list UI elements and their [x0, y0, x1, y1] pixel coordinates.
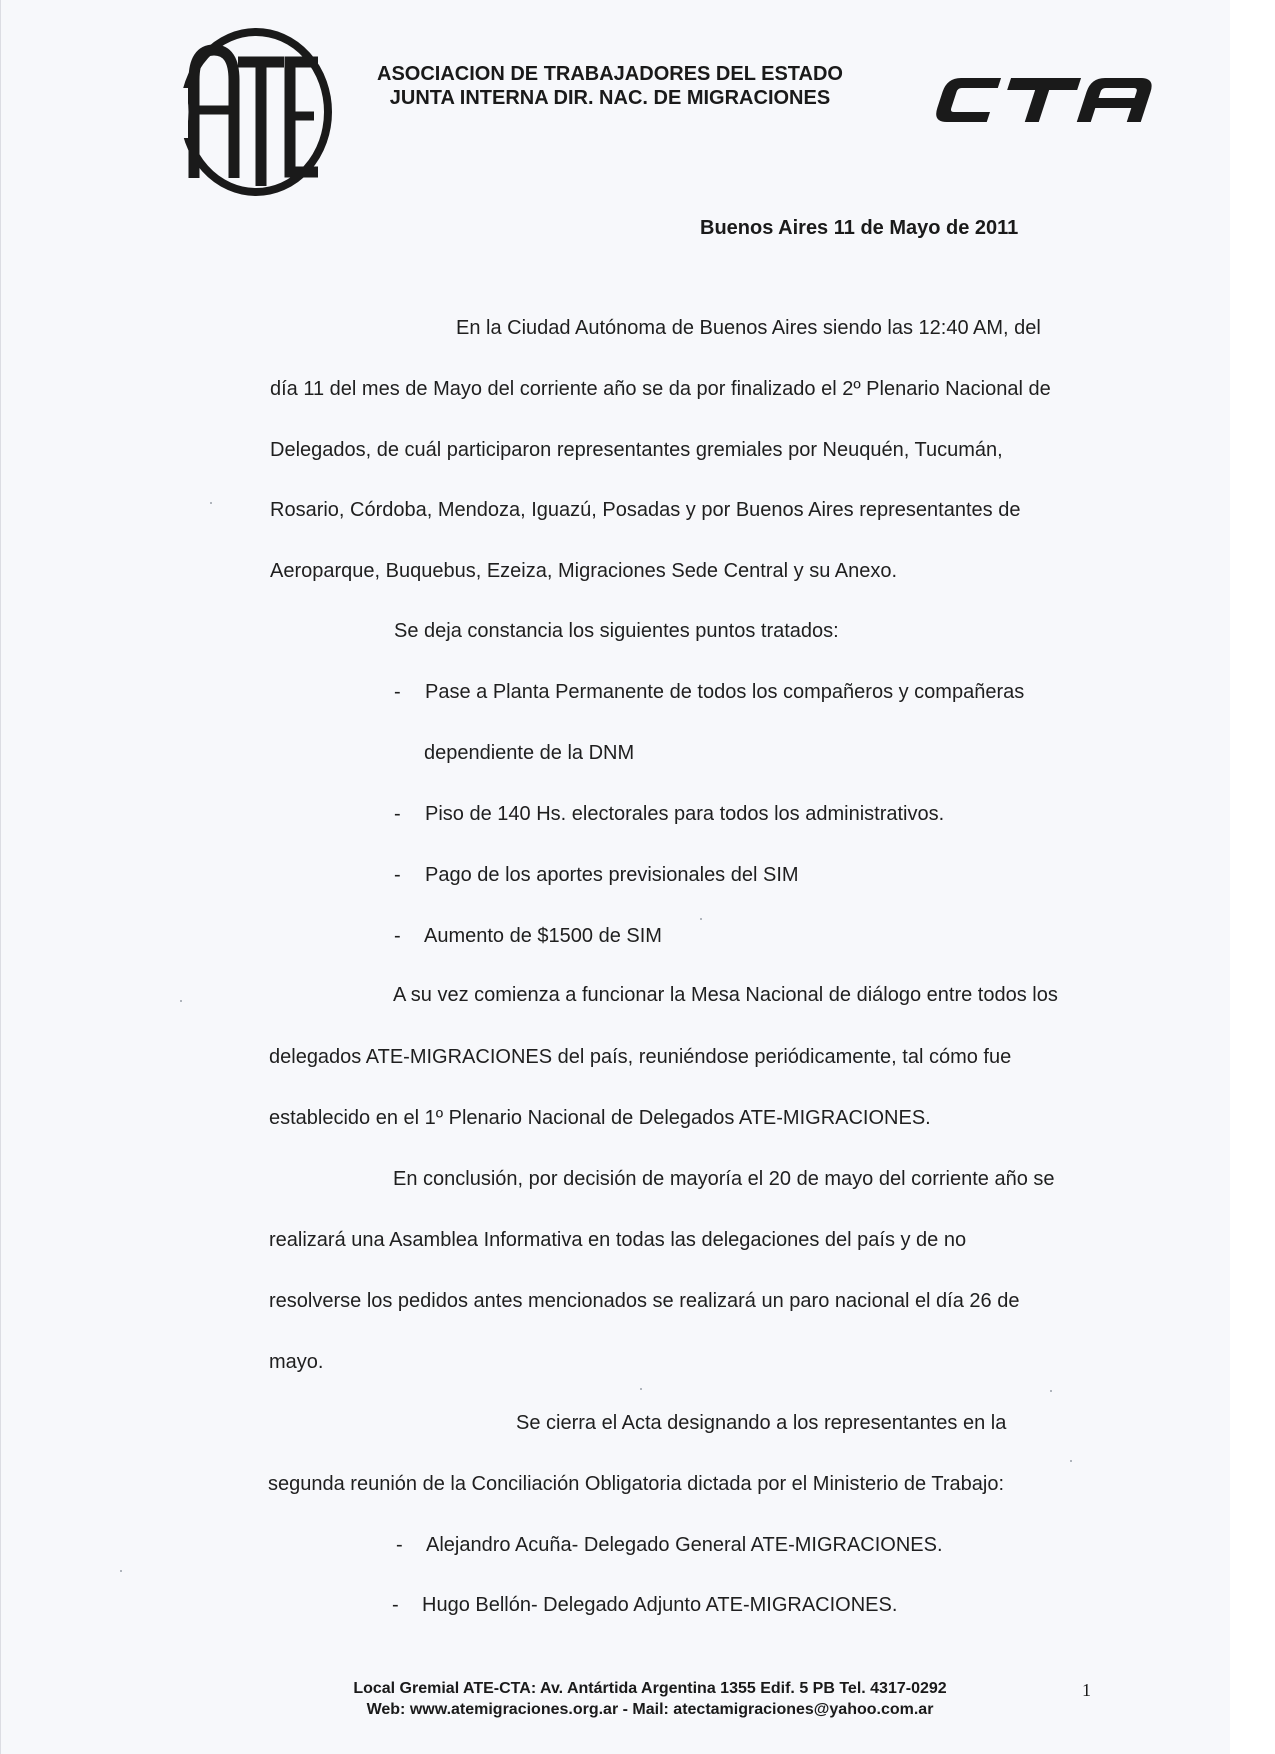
paragraph-line: resolverse los pedidos antes mencionados se realizará un paro nacional el día 26 de [269, 1290, 1020, 1312]
list-item: Pago de los aportes previsionales del SIM [425, 864, 799, 886]
paragraph-line: día 11 del mes de Mayo del corriente año se da por finalizado el 2º Plenario Nacional de [270, 378, 1051, 400]
list-item: Pase a Planta Permanente de todos los compañeros y compañeras [425, 681, 1025, 703]
cta-logo [933, 72, 1173, 128]
paragraph-line: realizará una Asamblea Informativa en todas las delegaciones del país y de no [269, 1229, 967, 1251]
paragraph-line: En conclusión, por decisión de mayoría el 20 de mayo del corriente año se [393, 1168, 1055, 1190]
scan-speck [700, 918, 702, 920]
organization-name: ASOCIACION DE TRABAJADORES DEL ESTADO [377, 63, 843, 85]
scan-speck [1070, 1460, 1072, 1462]
page-margin [1231, 0, 1275, 1754]
representative-item: Hugo Bellón- Delegado Adjunto ATE-MIGRACIONES. [422, 1594, 898, 1616]
footer-address: Local Gremial ATE-CTA: Av. Antártida Argentina 1355 Edif. 5 PB Tel. 4317-0292 [353, 1680, 947, 1697]
list-item: Aumento de $1500 de SIM [424, 925, 662, 947]
list-bullet: - [392, 1594, 399, 1616]
paragraph-line: delegados ATE-MIGRACIONES del país, reuniéndose periódicamente, tal cómo fue [269, 1046, 1012, 1068]
paragraph-line: establecido en el 1º Plenario Nacional de Delegados ATE-MIGRACIONES. [269, 1107, 931, 1129]
document-date: Buenos Aires 11 de Mayo de 2011 [700, 217, 1019, 239]
scan-speck [180, 1000, 182, 1002]
paragraph-line: A su vez comienza a funcionar la Mesa Nacional de diálogo entre todos los [393, 984, 1058, 1006]
scan-speck [120, 1570, 122, 1572]
organization-unit: JUNTA INTERNA DIR. NAC. DE MIGRACIONES [389, 87, 831, 109]
list-item: Piso de 140 Hs. electorales para todos los administrativos. [425, 803, 945, 825]
points-intro: Se deja constancia los siguientes puntos tratados: [394, 620, 839, 642]
organization-header [377, 62, 950, 110]
paragraph-line: Rosario, Córdoba, Mendoza, Iguazú, Posadas y por Buenos Aires representantes de [270, 499, 1021, 521]
list-bullet: - [394, 681, 401, 703]
scan-speck [640, 1388, 642, 1390]
paragraph-line: Aeroparque, Buquebus, Ezeiza, Migraciones Sede Central y su Anexo. [270, 560, 898, 582]
list-bullet: - [394, 864, 401, 886]
list-bullet: - [394, 925, 401, 947]
footer-contact: Web: www.atemigraciones.org.ar - Mail: atectamigraciones@yahoo.com.ar [366, 1701, 934, 1718]
ate-logo [180, 28, 332, 196]
paragraph-line: En la Ciudad Autónoma de Buenos Aires siendo las 12:40 AM, del [456, 317, 1041, 339]
list-item-continuation: dependiente de la DNM [424, 742, 635, 764]
list-bullet: - [396, 1534, 403, 1556]
representative-item: Alejandro Acuña- Delegado General ATE-MIGRACIONES. [426, 1534, 943, 1556]
paragraph-line: mayo. [269, 1351, 324, 1373]
page-footer [300, 1678, 1000, 1720]
scan-speck [210, 502, 212, 504]
page-number: 1 [1082, 1680, 1091, 1700]
list-bullet: - [394, 803, 401, 825]
paragraph-line: Se cierra el Acta designando a los representantes en la [516, 1412, 1007, 1434]
paragraph-line: segunda reunión de la Conciliación Obligatoria dictada por el Ministerio de Trabajo: [268, 1473, 1004, 1495]
paragraph-line: Delegados, de cuál participaron representantes gremiales por Neuquén, Tucumán, [270, 439, 1003, 461]
scan-speck [1050, 1390, 1052, 1392]
